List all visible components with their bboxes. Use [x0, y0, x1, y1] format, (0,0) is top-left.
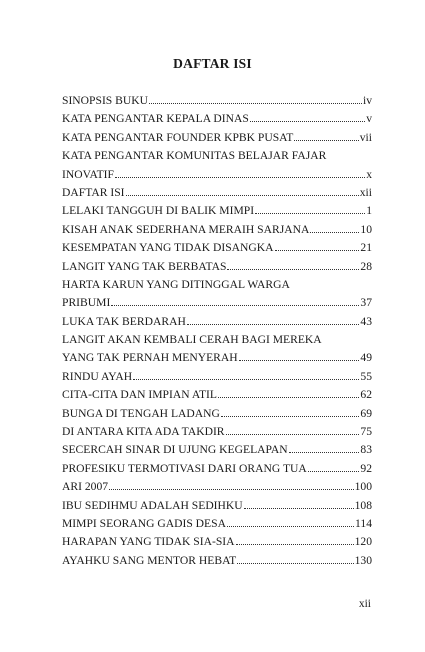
- toc-entry-title: RINDU AYAH: [62, 369, 133, 383]
- toc-entry-page: 108: [354, 498, 372, 512]
- toc-entry-title: ARI 2007: [62, 480, 109, 494]
- toc-entry: [62, 405, 372, 423]
- toc-entry-title: LELAKI TANGGUH DI BALIK MIMPI: [62, 204, 255, 218]
- dot-leader: [310, 232, 359, 233]
- toc-entry-title: KATA PENGANTAR KOMUNITAS BELAJAR FAJAR: [62, 149, 327, 163]
- toc-entry: [62, 147, 372, 165]
- toc-entry-page: 37: [360, 296, 372, 310]
- toc-entry-title: CITA-CITA DAN IMPIAN ATIL: [62, 388, 217, 402]
- toc-entry: [62, 478, 372, 496]
- toc-entry-title: DAFTAR ISI: [62, 185, 125, 199]
- toc-entry-page: 55: [360, 369, 372, 383]
- dot-leader: [275, 250, 360, 251]
- dot-leader: [289, 452, 360, 453]
- toc-entry-title: YANG TAK PERNAH MENYERAH: [62, 351, 238, 365]
- toc-entry: [62, 349, 372, 367]
- dot-leader: [218, 397, 359, 398]
- toc-entry-page: 43: [360, 314, 372, 328]
- toc-entry: [62, 129, 372, 147]
- toc-entry-title: AYAHKU SANG MENTOR HEBAT: [62, 553, 237, 567]
- toc-entry-page: 10: [360, 222, 372, 236]
- dot-leader: [226, 434, 360, 435]
- dot-leader: [115, 177, 365, 178]
- toc-entry: [62, 202, 372, 220]
- toc-entry-title: PRIBUMI: [62, 296, 111, 310]
- toc-entry-title: IBU SEDIHMU ADALAH SEDIHKU: [62, 498, 243, 512]
- toc-entry-title: KESEMPATAN YANG TIDAK DISANGKA: [62, 241, 274, 255]
- toc-entry-title: HARAPAN YANG TIDAK SIA-SIA: [62, 535, 235, 549]
- toc-entry-page: 83: [360, 443, 372, 457]
- toc-entry: [62, 166, 372, 184]
- toc-entry: [62, 239, 372, 257]
- toc-entry: [62, 497, 372, 515]
- toc-entry-page: vii: [359, 130, 372, 144]
- toc-entry: [62, 313, 372, 331]
- page-title: DAFTAR ISI: [173, 56, 252, 71]
- dot-leader: [227, 526, 354, 527]
- toc-entry-page: 120: [354, 535, 372, 549]
- toc-entry-title: DI ANTARA KITA ADA TAKDIR: [62, 425, 225, 439]
- toc-entry-page: 114: [355, 516, 372, 530]
- toc-entry-page: 28: [360, 259, 372, 273]
- toc-entry-page: 75: [360, 425, 372, 439]
- toc-entry: [62, 423, 372, 441]
- dot-leader: [255, 213, 365, 214]
- dot-leader: [236, 544, 354, 545]
- toc-entry-page: 100: [354, 480, 372, 494]
- dot-leader: [244, 508, 354, 509]
- toc-entry-page: 92: [360, 461, 372, 475]
- toc-entry: [62, 368, 372, 386]
- toc-entry: [62, 386, 372, 404]
- toc-entry-title: MIMPI SEORANG GADIS DESA: [62, 516, 226, 530]
- toc-entry: [62, 221, 372, 239]
- toc-entry: [62, 533, 372, 551]
- toc-entry-title: LANGIT AKAN KEMBALI CERAH BAGI MEREKA: [62, 333, 322, 347]
- toc-entry: [62, 515, 372, 533]
- dot-leader: [237, 563, 353, 564]
- toc-entry: [62, 460, 372, 478]
- toc-entry-page: 69: [360, 406, 372, 420]
- toc-entry: [62, 92, 372, 110]
- toc-entry: [62, 441, 372, 459]
- toc-entry: [62, 276, 372, 294]
- toc-entry-title: KISAH ANAK SEDERHANA MERAIH SARJANA: [62, 222, 310, 236]
- toc-entry: [62, 184, 372, 202]
- dot-leader: [250, 121, 365, 122]
- toc-entry-page: 1: [366, 204, 372, 218]
- toc-entry-title: SINOPSIS BUKU: [62, 94, 149, 107]
- dot-leader: [187, 324, 360, 325]
- dot-leader: [294, 140, 358, 141]
- toc-entry-page: x: [366, 167, 372, 181]
- toc-entry-title: LUKA TAK BERDARAH: [62, 314, 186, 328]
- toc-entry: [62, 294, 372, 312]
- page-number: xii: [358, 598, 371, 610]
- dot-leader: [126, 195, 359, 196]
- toc-entry-page: v: [366, 112, 372, 126]
- toc-entry-title: BUNGA DI TENGAH LADANG: [62, 406, 220, 420]
- toc-entry-title: PROFESIKU TERMOTIVASI DARI ORANG TUA: [62, 461, 307, 475]
- dot-leader: [227, 269, 359, 270]
- toc-entry: [62, 258, 372, 276]
- dot-leader: [133, 379, 359, 380]
- dot-leader: [111, 305, 359, 306]
- dot-leader: [221, 416, 360, 417]
- toc-entry-title: SECERCAH SINAR DI UJUNG KEGELAPAN: [62, 443, 288, 457]
- toc-entry-title: INOVATIF: [62, 167, 114, 181]
- toc-entry-title: LANGIT YANG TAK BERBATAS: [62, 259, 227, 273]
- table-of-contents: [62, 92, 372, 570]
- toc-entry-page: xii: [359, 185, 372, 199]
- toc-entry-page: 21: [360, 241, 372, 255]
- toc-entry-title: HARTA KARUN YANG DITINGGAL WARGA: [62, 277, 290, 291]
- toc-entry-page: 49: [360, 351, 372, 365]
- toc-entry-page: iv: [362, 94, 372, 107]
- toc-entry-page: 130: [354, 553, 372, 567]
- toc-entry: [62, 110, 372, 128]
- toc-entry: [62, 552, 372, 570]
- dot-leader: [149, 103, 362, 104]
- toc-entry: [62, 331, 372, 349]
- toc-entry-title: KATA PENGANTAR FOUNDER KPBK PUSAT: [62, 130, 294, 144]
- toc-entry-title: KATA PENGANTAR KEPALA DINAS: [62, 112, 249, 126]
- dot-leader: [239, 360, 360, 361]
- toc-entry-page: 62: [360, 388, 372, 402]
- dot-leader: [109, 489, 354, 490]
- dot-leader: [308, 471, 360, 472]
